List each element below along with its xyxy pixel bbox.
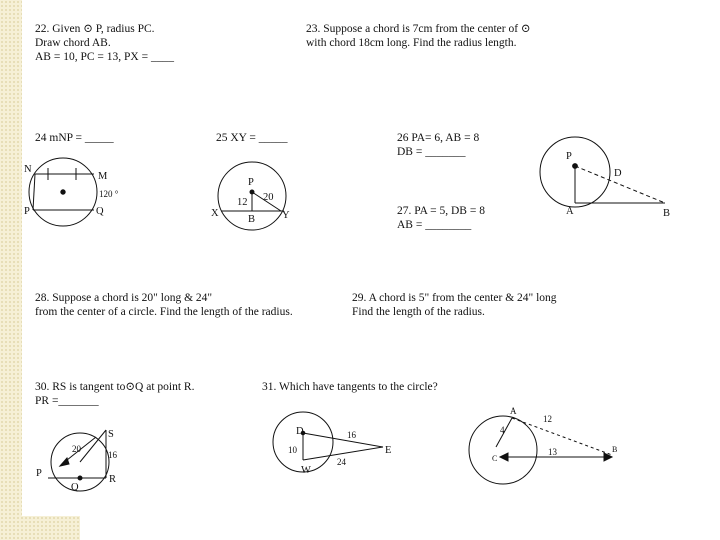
problem-26-line1: 26 PA= 6, AB = 8 bbox=[397, 132, 480, 144]
problem-22-line3: AB = 10, PC = 13, PX = ____ bbox=[35, 51, 174, 63]
fig31b-line-ab bbox=[512, 418, 612, 455]
fig31a-label-w: W bbox=[301, 465, 311, 476]
problem-24-line1: 24 mNP = _____ bbox=[35, 132, 114, 144]
problem-30-line2: PR =_______ bbox=[35, 395, 99, 407]
fig26-center bbox=[573, 164, 578, 169]
problem-23-line1: 23. Suppose a chord is 7cm from the center of ⊙ bbox=[306, 23, 531, 35]
fig30-arrowhead bbox=[60, 458, 69, 466]
problem-26-line2: DB = _______ bbox=[397, 146, 466, 158]
figure-31a bbox=[273, 412, 383, 472]
fig31b-label-b: B bbox=[612, 445, 618, 454]
fig31a-label-16: 16 bbox=[347, 430, 356, 440]
fig25-label-p: P bbox=[248, 177, 254, 188]
fig30-label-p: P bbox=[36, 468, 42, 479]
fig25-label-12: 12 bbox=[237, 197, 248, 208]
problem-31-line1: 31. Which have tangents to the circle? bbox=[262, 381, 438, 393]
fig30-label-s: S bbox=[108, 429, 114, 440]
fig31b-label-4: 4 bbox=[500, 425, 505, 435]
fig25-label-x: X bbox=[211, 208, 219, 219]
problem-22-line2: Draw chord AB. bbox=[35, 37, 111, 49]
fig24-label-q: Q bbox=[96, 206, 104, 217]
figure-26 bbox=[540, 137, 665, 207]
figure-31b bbox=[469, 416, 612, 484]
fig26-label-p: P bbox=[566, 151, 572, 162]
fig25-label-y: Y bbox=[282, 210, 290, 221]
problem-28-line2: from the center of a circle. Find the length of the radius. bbox=[35, 306, 293, 318]
problem-27-line1: 27. PA = 5, DB = 8 bbox=[397, 205, 485, 217]
fig25-label-20: 20 bbox=[263, 192, 274, 203]
problem-30-line1: 30. RS is tangent to⊙Q at point R. bbox=[35, 381, 195, 393]
problem-22-line1: 22. Given ⊙ P, radius PC. bbox=[35, 23, 155, 35]
fig30-point-q bbox=[78, 476, 82, 480]
fig31a-label-10: 10 bbox=[288, 445, 297, 455]
fig30-label-16: 16 bbox=[108, 450, 117, 460]
problem-28-line1: 28. Suppose a chord is 20" long & 24" bbox=[35, 292, 213, 304]
fig25-label-b: B bbox=[248, 214, 256, 225]
fig26-label-b: B bbox=[663, 208, 671, 219]
fig30-label-r: R bbox=[109, 474, 117, 485]
fig31b-arrowhead-left bbox=[500, 453, 508, 461]
fig31a-label-24: 24 bbox=[337, 457, 346, 467]
fig24-label-n: N bbox=[24, 164, 32, 175]
fig31b-label-12: 12 bbox=[543, 414, 552, 424]
problem-27-line2: AB = ________ bbox=[397, 219, 472, 231]
fig31b-label-a: A bbox=[510, 406, 517, 416]
fig24-label-arc: 120 ° bbox=[99, 189, 119, 199]
figure-24 bbox=[29, 158, 97, 226]
fig30-label-20: 20 bbox=[72, 444, 81, 454]
problem-25-line1: 25 XY = _____ bbox=[216, 132, 288, 144]
problem-23-line2: with chord 18cm long. Find the radius length. bbox=[306, 37, 517, 49]
fig31b-label-13: 13 bbox=[548, 447, 557, 457]
fig30-label-q: Q bbox=[71, 482, 79, 493]
fig31b-arrowhead-right bbox=[604, 453, 612, 461]
fig24-label-m: M bbox=[98, 171, 108, 182]
fig25-center bbox=[250, 190, 254, 194]
fig31a-label-e: E bbox=[385, 445, 392, 456]
fig26-label-d: D bbox=[614, 168, 622, 179]
fig31a-label-d: D bbox=[296, 426, 304, 437]
fig24-center bbox=[61, 190, 65, 194]
fig24-label-p: P bbox=[24, 206, 30, 217]
problem-29-line1: 29. A chord is 5" from the center & 24" long bbox=[352, 292, 557, 304]
fig31b-label-c: C bbox=[492, 454, 498, 463]
fig31a-line-de bbox=[303, 433, 383, 447]
fig24-side bbox=[33, 174, 35, 210]
problem-29-line2: Find the length of the radius. bbox=[352, 306, 485, 318]
fig26-label-a: A bbox=[566, 206, 574, 217]
